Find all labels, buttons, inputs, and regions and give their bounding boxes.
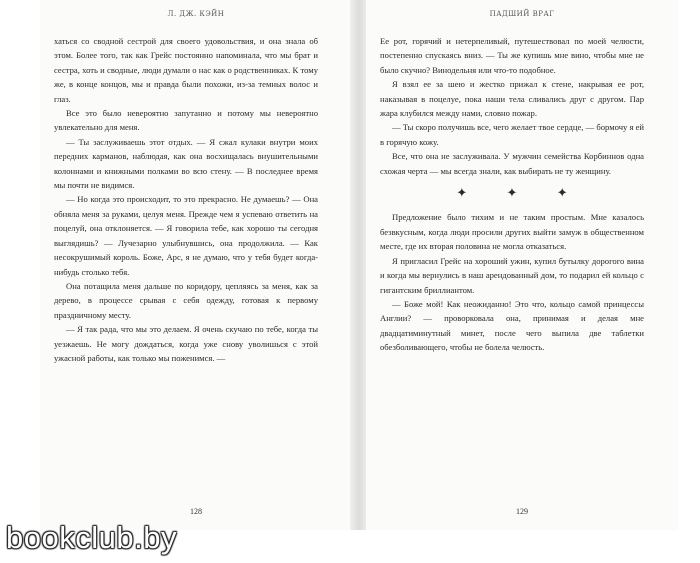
paragraph: Все это было невероятно запутанно и потому мы невероятно увлекательно для меня. bbox=[54, 108, 318, 133]
paragraph: Все, что она не заслуживала. У мужчин семейства Корбиннов одна схожая черта — мы всегда знали, как выбирать не ту женщину. bbox=[380, 151, 644, 176]
paragraph: Я пригласил Грейс на хороший ужин, купил бутылку дорогого вина и когда мы вернулись в наш арендованный дом, то подарил ей кольцо с гигантским бриллиантом. bbox=[380, 255, 644, 295]
section-separator-icon: ✦ ✦ ✦ bbox=[456, 185, 586, 201]
left-page-number: 128 bbox=[190, 507, 202, 516]
paragraph: Я взял ее за шею и жестко прижал к стене, накрывая ее рот, наказывая в поцелуе, пока наши тела сливались друг с другом. Пар жара клубился между нами, словно пожар. bbox=[380, 79, 644, 119]
left-page bbox=[40, 0, 352, 530]
right-page bbox=[366, 0, 678, 530]
paragraph: — Но когда это происходит, то это прекрасно. Не думаешь? — Она обняла меня за руками, целуя меня. Прежде чем я успеваю ответить на поцелуй, она отклоняется. — Я говорила тебе, как хорошо ты сегодня выглядишь? — Лучезарно улыбнувшись, она продолжила. — Как несокрушимый король. Боже, Арс, я не думаю, что у тебя будет когда-нибудь столько тебя. bbox=[54, 194, 318, 277]
paragraph: — Ты скоро получишь все, чего желает твое сердце, — бормочу я ей в горячую кожу. bbox=[380, 122, 644, 147]
paragraph: Она потащила меня дальше по коридору, цепляясь за меня, как за дерево, в процессе срывая с себя одежду, готовая к первому праздничному месту. bbox=[54, 280, 318, 320]
bookclub-watermark: bookclub.by bbox=[6, 520, 177, 555]
right-running-head: ПАДШИЙ ВРАГ bbox=[489, 10, 555, 18]
paragraph: — Ты заслуживаешь этот отдых. — Я сжал кулаки внутри моих передних карманов, наблюдая, как она восхищалась внушительными колоннами и книжными полками во всю стену. — В последнее время мы почти не видимся. bbox=[54, 136, 318, 191]
paragraph: Предложение было тихим и не таким простым. Мне казалось безвкусным, когда люди просили других выйти замуж в общественном месте, где их вторая половина не могла отказаться. bbox=[380, 212, 644, 252]
paragraph: хаться со сводной сестрой для своего удовольствия, и она знала об этом. Более того, так как Грейс постоянно напоминала, что мы брат и сестра, хоть и сводные, люди думали о нас как о родственниках. К тому же, в конце концов, мы и правда были похожи, из-за темных волос и глаз. bbox=[54, 36, 318, 104]
paragraph: Ее рот, горячий и нетерпеливый, путешествовал по моей челюсти, постепенно спускаясь вниз. — Ты же купишь мне вино, чтобы мне не было скучно? Винодельня или что-то подобное. bbox=[380, 36, 644, 75]
right-page-number: 129 bbox=[516, 507, 528, 516]
left-running-head: Л. ДЖ. КЭЙН bbox=[167, 10, 225, 18]
right-page-text bbox=[380, 34, 644, 355]
paragraph: — Боже мой! Как неожиданно! Это что, кольцо самой принцессы Англии? — проворковала она, принимая и делая мне двадцатиминутный минет, после чего выпила две таблетки обезболивающего, чтобы не болела челюсть. bbox=[380, 298, 644, 353]
left-page-text bbox=[54, 34, 318, 365]
paragraph: — Я так рада, что мы это делаем. Я очень скучаю по тебе, когда ты уезжаешь. Не могу дождаться, когда уже снову уволишься с этой ужасной работы, как только мы поженимся. — bbox=[54, 324, 318, 363]
